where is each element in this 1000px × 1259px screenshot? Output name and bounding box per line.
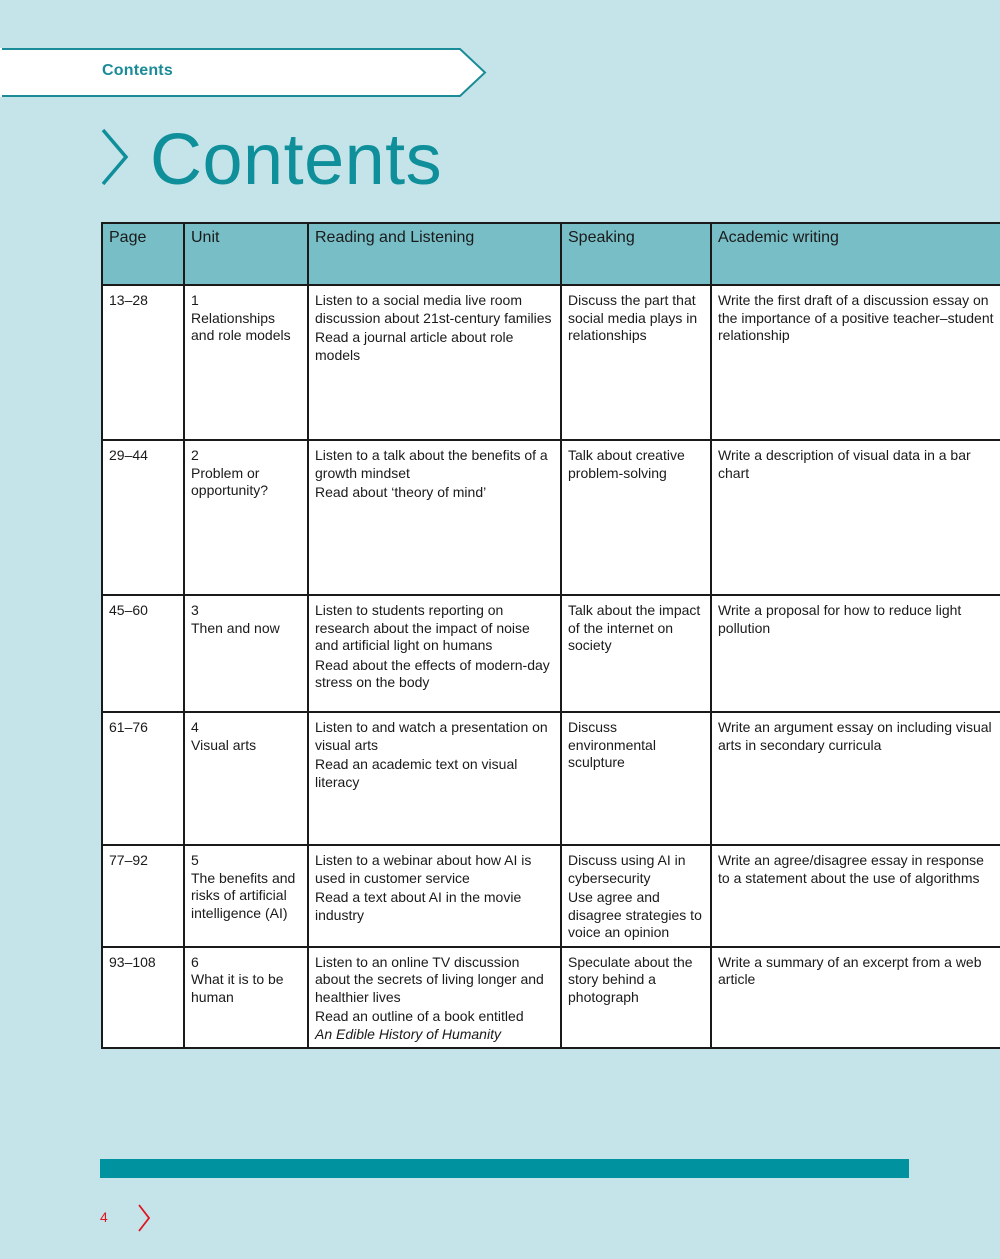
table-row <box>102 845 1000 947</box>
unit-title: The benefits and risks of artificial intelligence (AI) <box>191 869 296 921</box>
speaking-cell <box>561 947 711 1049</box>
academic-writing-cell: Write the first draft of a discussion essay on the importance of a positive teacher–student relationship <box>711 285 1000 440</box>
reading-task: Read about the effects of modern-day stress on the body <box>315 656 550 690</box>
reading-task <box>315 1008 554 1043</box>
reading-listening-cell <box>308 845 561 947</box>
table-row <box>102 947 1000 1049</box>
header-unit: Unit <box>184 223 308 285</box>
listening-task: Listen to a social media live room discussion about 21st-century families <box>315 292 552 326</box>
academic-writing-cell: Write an argument essay on including visual arts in secondary curricula <box>711 712 1000 845</box>
reading-listening-cell <box>308 595 561 712</box>
running-head-arrow-shape <box>0 48 490 97</box>
speaking-task: Use agree and disagree strategies to voice an opinion <box>568 889 702 940</box>
reading-listening-cell <box>308 947 561 1049</box>
page-range: 61–76 <box>102 712 184 845</box>
unit-number: 3 <box>191 602 199 618</box>
page-number: 4 <box>100 1209 108 1225</box>
speaking-task: Talk about creative problem-solving <box>568 447 685 481</box>
header-speaking: Speaking <box>561 223 711 285</box>
unit-cell <box>184 845 308 947</box>
unit-number: 6 <box>191 953 199 970</box>
unit-number: 2 <box>191 447 199 463</box>
speaking-cell <box>561 285 711 440</box>
academic-writing-cell: Write a summary of an excerpt from a web article <box>711 947 1000 1049</box>
table-header-row <box>102 223 1000 285</box>
page-range: 29–44 <box>102 440 184 595</box>
speaking-cell <box>561 595 711 712</box>
unit-cell <box>184 712 308 845</box>
table-row <box>102 595 1000 712</box>
page-title: Contents <box>150 120 443 200</box>
speaking-task: Discuss environmental sculpture <box>568 719 656 770</box>
running-head <box>0 48 490 97</box>
listening-task: Listen to and watch a presentation on visual arts <box>315 719 548 753</box>
header-academic-writing: Academic writing <box>711 223 1000 285</box>
unit-number: 5 <box>191 852 199 868</box>
page-range: 77–92 <box>102 845 184 947</box>
table-row <box>102 712 1000 845</box>
footer-bar <box>100 1159 909 1178</box>
academic-writing-cell: Write a description of visual data in a bar chart <box>711 440 1000 595</box>
page-range: 93–108 <box>102 947 184 1049</box>
reading-task: Read an academic text on visual literacy <box>315 756 518 790</box>
listening-task: Listen to a webinar about how AI is used in customer service <box>315 852 532 886</box>
speaking-task: Discuss using AI in cybersecurity <box>568 852 686 886</box>
speaking-task: Speculate about the story behind a photograph <box>568 953 693 1005</box>
reading-task-text: Read an outline of a book entitled <box>315 1008 524 1024</box>
speaking-task: Talk about the impact of the internet on society <box>568 602 701 653</box>
unit-cell <box>184 285 308 440</box>
table-row <box>102 440 1000 595</box>
page-range: 13–28 <box>102 285 184 440</box>
unit-title: Problem or opportunity? <box>191 464 269 498</box>
book-title: An Edible History of Humanity <box>315 1025 501 1042</box>
page-range: 45–60 <box>102 595 184 712</box>
unit-cell <box>184 947 308 1049</box>
listening-task: Listen to a talk about the benefits of a growth mindset <box>315 447 548 481</box>
unit-number: 4 <box>191 719 199 735</box>
academic-writing-cell: Write an agree/disagree essay in response to a statement about the use of algorithms <box>711 845 1000 947</box>
unit-cell <box>184 595 308 712</box>
header-reading-listening: Reading and Listening <box>308 223 561 285</box>
contents-table <box>101 222 1000 1049</box>
reading-listening-cell <box>308 712 561 845</box>
academic-writing-cell: Write a proposal for how to reduce light pollution <box>711 595 1000 712</box>
unit-title: Then and now <box>191 619 280 636</box>
speaking-cell <box>561 440 711 595</box>
chevron-right-icon <box>100 128 130 186</box>
table-row <box>102 285 1000 440</box>
chevron-right-icon <box>137 1204 151 1232</box>
unit-number: 1 <box>191 292 199 308</box>
speaking-cell <box>561 845 711 947</box>
speaking-task: Discuss the part that social media plays in relationships <box>568 292 698 343</box>
unit-title: What it is to be human <box>191 971 284 1005</box>
listening-task: Listen to an online TV discussion about the secrets of living longer and healthier lives <box>315 953 544 1005</box>
unit-cell <box>184 440 308 595</box>
running-head-label: Contents <box>102 62 173 79</box>
speaking-cell <box>561 712 711 845</box>
reading-listening-cell <box>308 285 561 440</box>
reading-task: Read about ‘theory of mind’ <box>315 484 487 500</box>
listening-task: Listen to students reporting on research about the impact of noise and artificial light on humans <box>315 602 530 653</box>
reading-task: Read a text about AI in the movie industry <box>315 889 522 923</box>
unit-title: Visual arts <box>191 736 257 753</box>
reading-task: Read a journal article about role models <box>315 329 514 363</box>
header-page: Page <box>102 223 184 285</box>
unit-title: Relationships and role models <box>191 309 291 343</box>
reading-listening-cell <box>308 440 561 595</box>
